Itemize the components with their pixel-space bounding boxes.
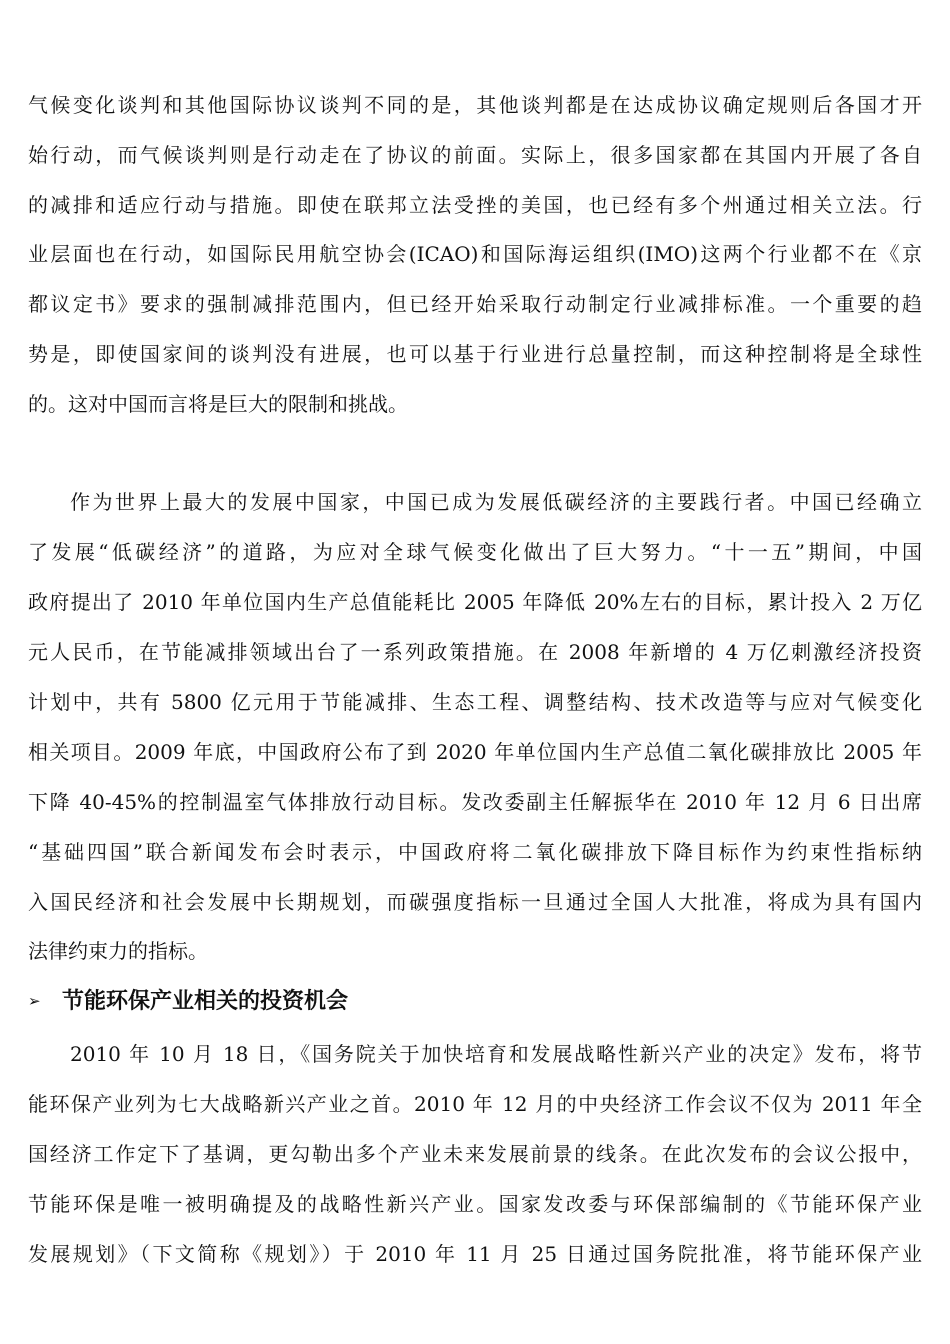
section-heading: [28, 986, 348, 1016]
text-line: 节能环保是唯一被明确提及的战略性新兴产业。国家发改委与环保部编制的《节能环保产业: [28, 1192, 922, 1216]
arrow-bullet-icon: ➢: [28, 992, 41, 1010]
text-line: 气候变化谈判和其他国际协议谈判不同的是，其他谈判都是在达成协议确定规则后各国才开: [28, 93, 922, 117]
text-line: 能环保产业列为七大战略新兴产业之首。2010 年 12 月的中央经济工作会议不仅为 2011 年全: [28, 1092, 922, 1116]
text-line: 政府提出了 2010 年单位国内生产总值能耗比 2005 年降低 20%左右的目标，累计投入 2 万亿: [28, 590, 922, 614]
text-line: 始行动，而气候谈判则是行动走在了协议的前面。实际上，很多国家都在其国内开展了各自: [28, 143, 922, 167]
text-line: 都议定书》要求的强制减排范围内，但已经开始采取行动制定行业减排标准。一个重要的趋: [28, 292, 922, 316]
text-line: 的减排和适应行动与措施。即使在联邦立法受挫的美国，也已经有多个州通过相关立法。行: [28, 193, 922, 217]
text-line: 元人民币，在节能减排领域出台了一系列政策措施。在 2008 年新增的 4 万亿刺激经济投资: [28, 640, 922, 664]
text-line: 业层面也在行动，如国际民用航空协会(ICAO)和国际海运组织(IMO)这两个行业都不在《京: [28, 242, 922, 266]
text-line: 势是，即使国家间的谈判没有进展，也可以基于行业进行总量控制，而这种控制将是全球性: [28, 342, 922, 366]
text-line: 相关项目。2009 年底，中国政府公布了到 2020 年单位国内生产总值二氧化碳排放比 2005 年: [28, 740, 922, 764]
text-line: 国经济工作定下了基调，更勾勒出多个产业未来发展前景的线条。在此次发布的会议公报中，: [28, 1142, 922, 1166]
text-line: 下降 40-45%的控制温室气体排放行动目标。发改委副主任解振华在 2010 年 12 月 6 日出席: [28, 790, 922, 814]
text-line: 发展规划》（下文简称《规划》）于 2010 年 11 月 25 日通过国务院批准，将节能环保产业: [28, 1242, 922, 1266]
text-line: 法律约束力的指标。: [28, 939, 208, 963]
text-line: 计划中，共有 5800 亿元用于节能减排、生态工程、调整结构、技术改造等与应对气候变化: [28, 690, 922, 714]
text-line: 2010 年 10 月 18 日，《国务院关于加快培育和发展战略性新兴产业的决定》发布，将节: [70, 1042, 922, 1066]
text-line: 作为世界上最大的发展中国家，中国已成为发展低碳经济的主要践行者。中国已经确立: [70, 490, 922, 514]
text-line: “基础四国”联合新闻发布会时表示，中国政府将二氧化碳排放下降目标作为约束性指标纳: [28, 840, 922, 864]
section-heading-text: 节能环保产业相关的投资机会: [62, 989, 349, 1014]
text-line: 的。这对中国而言将是巨大的限制和挑战。: [28, 392, 408, 416]
text-line: 了发展“低碳经济”的道路，为应对全球气候变化做出了巨大努力。“十一五”期间，中国: [28, 540, 922, 564]
text-line: 入国民经济和社会发展中长期规划，而碳强度指标一旦通过全国人大批准，将成为具有国内: [28, 890, 922, 914]
